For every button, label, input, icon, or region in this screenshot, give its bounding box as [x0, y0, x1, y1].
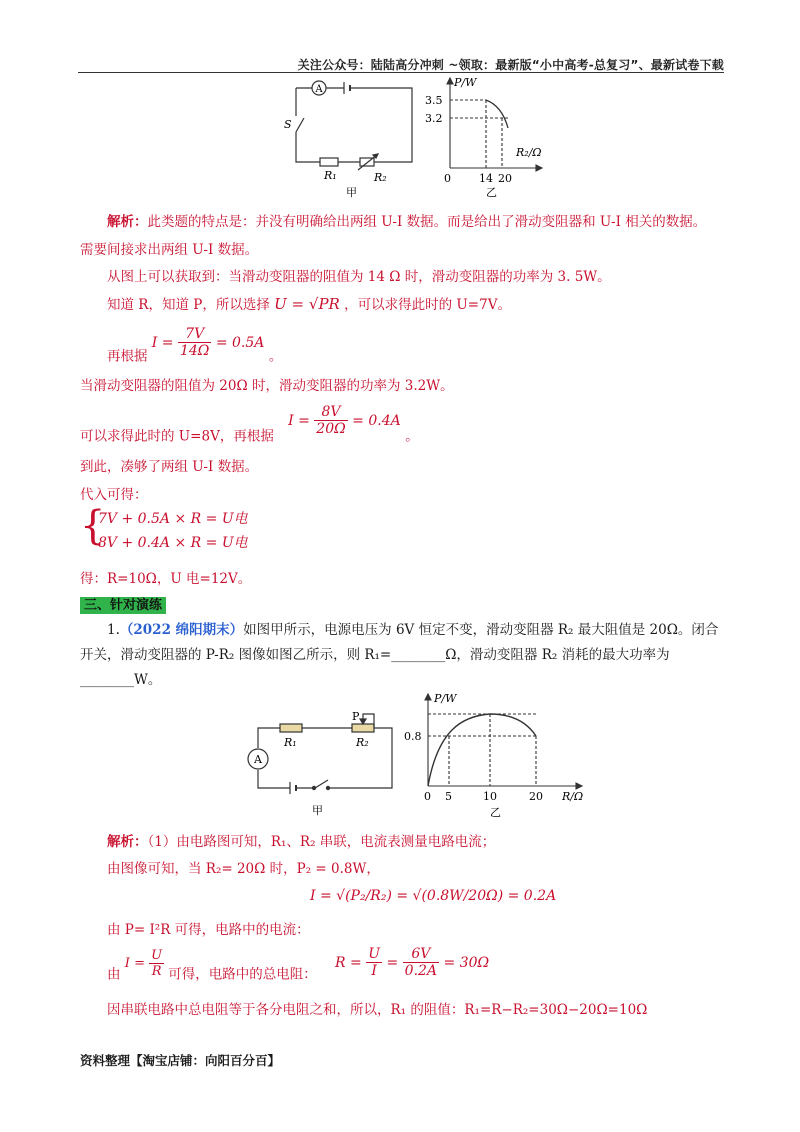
- switch-label: S: [284, 118, 292, 131]
- page-header: 关注公众号：陆陆高分冲刺 ~领取：最新版“小中高考-总复习”、最新试卷下载: [297, 58, 724, 72]
- r2-label-1: R₂: [374, 171, 387, 184]
- caption-jia-1: 甲: [346, 186, 357, 199]
- analysis1-label: 解析：: [107, 214, 148, 230]
- page-footer: 资料整理【淘宝店铺：向阳百分百】: [80, 1053, 281, 1068]
- section-title: 三、针对演练: [80, 594, 166, 613]
- formula-r-total: R = $\frac{U}{I}$ = $\frac{6V}{0.2A}$ = 30Ω: [335, 946, 490, 979]
- graph1-xtick-14: 14: [479, 172, 493, 185]
- graph1-ytick-35: 3.5: [425, 94, 443, 107]
- figure-2: [244, 690, 594, 820]
- analysis1-line3: 从图上可以获取到：当滑动变阻器的阻值为 14 Ω 时，滑动变阻器的功率为 3. 5W。: [107, 269, 611, 285]
- analysis1-line9: 代入可得：: [80, 487, 148, 503]
- equation-2: 8V + 0.4A × R = U电: [98, 535, 248, 551]
- formula-u-sqrt-pr: U = √PR: [274, 295, 340, 313]
- analysis1-line5: 再根据 I = $\frac{7V}{14\Omega}$ = 0.5A 。: [107, 326, 283, 365]
- caption-yi-1: 乙: [486, 186, 497, 199]
- ammeter-label-2: A: [254, 753, 262, 766]
- r1-label-2: R₁: [284, 736, 297, 749]
- formula-i-05: I = $\frac{7V}{14\Omega}$ = 0.5A: [151, 326, 265, 359]
- analysis2-line4: 由 I = $\frac{U}{R}$ 可得，电路中的总电阻： R = $\frac{U}{I}$ = $\frac{6V}{0.2A}$ = 30Ω: [107, 946, 490, 983]
- analysis2-line3: 由 P= I²R 可得，电路中的电流：: [107, 922, 310, 938]
- graph1-xtick-0: 0: [444, 172, 451, 185]
- graph1-ytick-32: 3.2: [425, 112, 443, 125]
- analysis1-line10: 得：R=10Ω，U 电=12V。: [80, 571, 252, 587]
- graph2-xtick-5: 5: [445, 790, 452, 803]
- r1-label-1: R₁: [324, 169, 337, 182]
- problem1-line2: 开关，滑动变阻器的 P-R₂ 图像如图乙所示，则 R₁=________Ω，滑动变阻器 R₂ 消耗的最大功率为: [80, 647, 670, 663]
- problem1-line1: 1.（2022 绵阳期末）如图甲所示，电源电压为 6V 恒定不变，滑动变阻器 R₂ 最大阻值是 20Ω。闭合: [107, 622, 719, 638]
- graph2-xlabel: R/Ω: [562, 790, 584, 803]
- header-rule: [78, 72, 724, 73]
- analysis1-line1: 解析：此类题的特点是：并没有明确给出两组 U-I 数据。而是给出了滑动变阻器和 U-I 相关的数据。: [107, 214, 707, 230]
- analysis1-line4: 知道 R，知道 P，所以选择 U = √PR ，可以求得此时的 U=7V。: [107, 295, 511, 313]
- equation-1: 7V + 0.5A × R = U电: [98, 511, 248, 527]
- analysis1-line2: 需要间接求出两组 U-I 数据。: [80, 242, 259, 258]
- analysis2-line5: 因串联电路中总电阻等于各分电阻之和，所以，R₁ 的阻值：R₁=R−R₂=30Ω−20Ω=10Ω: [107, 1002, 648, 1018]
- figure-1: [280, 76, 550, 200]
- graph2-ytick-08: 0.8: [404, 730, 422, 743]
- graph2-xtick-20: 20: [529, 790, 543, 803]
- p-label: P: [352, 710, 360, 723]
- caption-yi-2: 乙: [490, 806, 501, 819]
- analysis1-line7: 可以求得此时的 U=8V，再根据 I = $\frac{8V}{20\Omega}$ = 0.4A 。: [80, 404, 419, 445]
- formula-i-04: I = $\frac{8V}{20\Omega}$ = 0.4A: [288, 404, 401, 437]
- graph1-ylabel: P/W: [454, 76, 477, 89]
- circuit-diagram-1: [296, 81, 412, 170]
- analysis2-line1: 解析：（1）由电路图可知，R₁、R₂ 串联，电流表测量电路电流；: [107, 834, 496, 850]
- analysis1-line8: 到此，凑够了两组 U-I 数据。: [80, 459, 259, 475]
- caption-jia-2: 甲: [312, 804, 323, 817]
- graph2-xtick-10: 10: [483, 790, 497, 803]
- graph1-xtick-20: 20: [498, 172, 512, 185]
- analysis2-line2: 由图像可知，当 R₂= 20Ω 时，P₂ = 0.8W，: [107, 861, 380, 877]
- ammeter-label-1: A: [315, 84, 323, 95]
- problem1-line3: ________W。: [80, 672, 162, 688]
- circuit-diagram-2: [248, 714, 392, 794]
- graph1-xlabel: R₂/Ω: [516, 146, 542, 159]
- formula-i-sqrt: I = √(P₂/R₂) = √(0.8W/20Ω) = 0.2A: [310, 888, 557, 904]
- graph-2: [425, 694, 582, 789]
- graph2-xtick-0: 0: [424, 790, 431, 803]
- analysis2-label: 解析：: [107, 834, 148, 850]
- analysis1-line6: 当滑动变阻器的阻值为 20Ω 时，滑动变阻器的功率为 3.2W。: [80, 378, 454, 394]
- r2-label-2: R₂: [356, 736, 369, 749]
- formula-ohm: I = $\frac{U}{R}$: [124, 947, 163, 979]
- graph2-ylabel: P/W: [434, 692, 457, 705]
